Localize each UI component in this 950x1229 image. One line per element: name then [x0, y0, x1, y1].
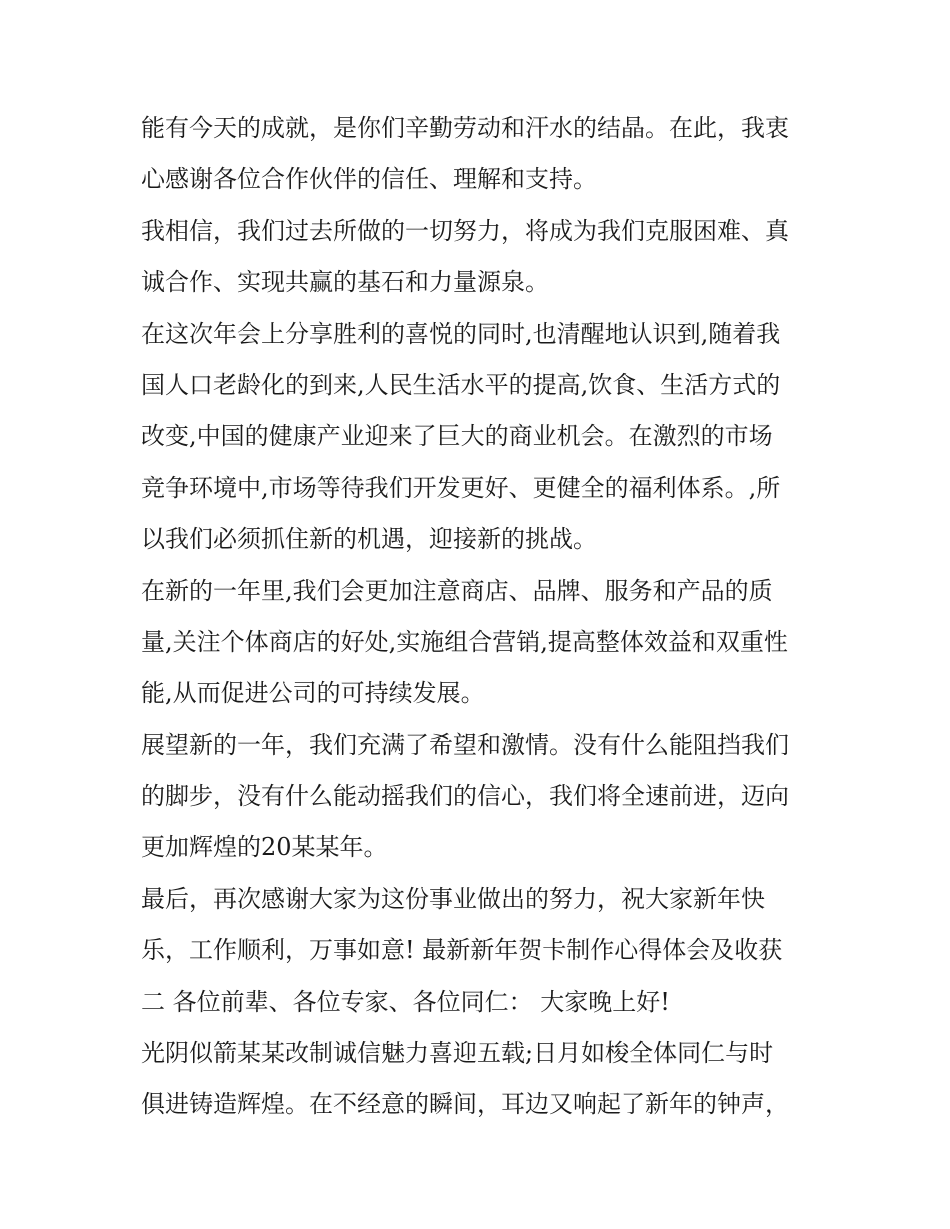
text-line: 诚合作、实现共赢的基石和力量源泉。	[141, 268, 549, 297]
text-line: 乐，工作顺利，万事如意! 最新新年贺卡制作心得体会及收获	[141, 936, 783, 965]
text-line: 最后，再次感谢大家为这份事业做出的努力，祝大家新年快	[141, 884, 765, 913]
text-line: 光阴似箭某某改制诚信魅力喜迎五载;日月如梭全体同仁与时	[141, 1039, 774, 1068]
text-line: 展望新的一年，我们充满了希望和激情。没有什么能阻挡我们	[141, 730, 789, 759]
text-line: 国人口老龄化的到来,人民生活水平的提高,饮食、生活方式的	[141, 370, 781, 399]
text-line: 更加辉煌的20某某年。	[141, 833, 388, 862]
text-line: 二 各位前辈、各位专家、各位同仁： 大家晚上好!	[141, 987, 670, 1016]
text-line: 在这次年会上分享胜利的喜悦的同时,也清醒地认识到,随着我	[141, 319, 781, 348]
text-line: 能有今天的成就，是你们辛勤劳动和汗水的结晶。在此，我衷	[141, 114, 789, 142]
text-line: 在新的一年里,我们会更加注意商店、品牌、服务和产品的质	[141, 576, 773, 605]
text-line: 以我们必须抓住新的机遇，迎接新的挑战。	[141, 525, 597, 554]
text-line: 俱进铸造辉煌。在不经意的瞬间，耳边又响起了新年的钟声，	[141, 1090, 789, 1119]
text-line: 改变,中国的健康产业迎来了巨大的商业机会。在激烈的市场	[141, 422, 773, 451]
text-line: 竞争环境中,市场等待我们开发更好、更健全的福利体系。,所	[141, 473, 781, 502]
text-line: 的脚步，没有什么能动摇我们的信心，我们将全速前进，迈向	[141, 782, 789, 811]
text-line: 我相信，我们过去所做的一切努力，将成为我们克服困难、真	[141, 216, 789, 245]
text-line: 能,从而促进公司的可持续发展。	[141, 679, 485, 708]
text-line: 心感谢各位合作伙伴的信任、理解和支持。	[141, 165, 597, 194]
text-line: 量,关注个体商店的好处,实施组合营销,提高整体效益和双重性	[141, 627, 788, 656]
body-text	[141, 103, 821, 1131]
